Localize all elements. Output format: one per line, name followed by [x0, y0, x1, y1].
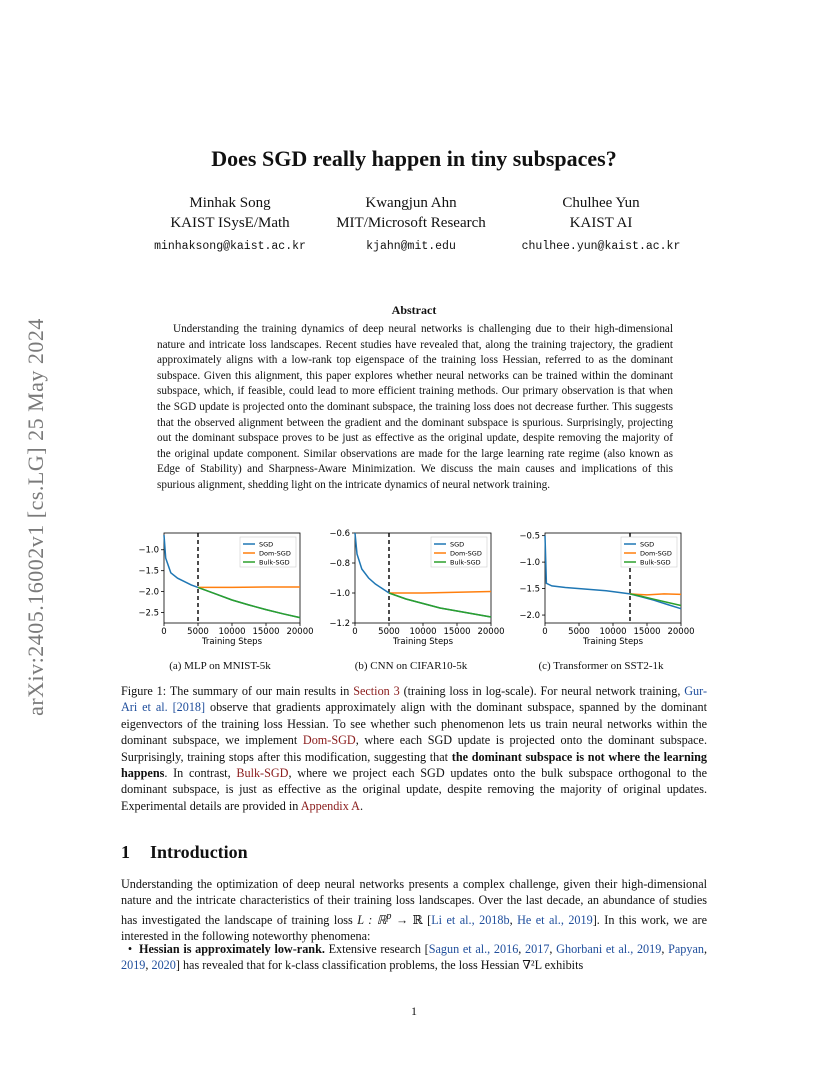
- author-block: [496, 193, 706, 257]
- author-name: Chulhee Yun: [562, 195, 640, 211]
- y-tick-label: −1.5: [138, 566, 159, 577]
- y-tick-label: −1.2: [329, 619, 350, 629]
- legend-label: Dom-SGD: [450, 549, 482, 558]
- author-block: [125, 193, 335, 257]
- y-tick-label: −0.5: [519, 531, 540, 542]
- legend-label: Dom-SGD: [259, 549, 291, 558]
- paper-title: Does SGD really happen in tiny subspaces?: [211, 146, 617, 171]
- subfigure-caption: (a) MLP on MNIST-5k: [169, 660, 271, 672]
- x-tick-label: 20000: [477, 627, 505, 637]
- author-affiliation: KAIST AI: [569, 215, 633, 231]
- citation-link[interactable]: 2020: [151, 958, 176, 973]
- x-tick-label: 15000: [443, 627, 471, 637]
- author-name: Minhak Song: [189, 195, 271, 211]
- author-email[interactable]: minhaksong@kaist.ac.kr: [154, 240, 306, 253]
- citation-link[interactable]: He et al., 2019: [517, 912, 593, 927]
- y-tick-label: −0.6: [329, 529, 350, 539]
- subfigure-caption: (b) CNN on CIFAR10-5k: [354, 660, 468, 672]
- legend-label: SGD: [259, 540, 274, 549]
- x-tick-label: 5000: [568, 627, 590, 637]
- x-tick-label: 0: [352, 627, 358, 637]
- x-tick-label: 0: [542, 627, 548, 637]
- section-number: 1: [121, 842, 130, 862]
- math-expression: L : ℝ$^p$: [357, 910, 392, 927]
- appendix-link[interactable]: Appendix A: [300, 798, 360, 813]
- bullet-heading: Hessian is approximately low-rank.: [139, 942, 325, 956]
- x-tick-label: 0: [161, 627, 167, 637]
- figure-panel-c: [501, 527, 701, 672]
- citation-link[interactable]: Papyan: [668, 942, 704, 956]
- series-line-dom-sgd: [389, 592, 491, 594]
- y-tick-label: −2.0: [138, 587, 159, 598]
- y-tick-label: −1.0: [519, 558, 540, 569]
- citation-link[interactable]: Gur-Ari et al.: [121, 684, 708, 715]
- legend-label: Bulk-SGD: [259, 558, 290, 567]
- citation-link[interactable]: Ghorbani et al., 2019: [556, 942, 662, 956]
- legend-label: SGD: [450, 540, 465, 549]
- section-heading: [121, 842, 248, 863]
- bullet-item: • Hessian is approximately low-rank. Extensive research [Sagun et al., 2016, 2017, Ghorbani et al., 2019, Papyan, 2019, 2020] has revealed that for k-class classification problems, the loss Hessian ∇²L exhibits: [121, 942, 708, 973]
- legend-label: Bulk-SGD: [450, 558, 481, 567]
- citation-link[interactable]: [2018]: [172, 700, 206, 715]
- section-link[interactable]: Section 3: [353, 684, 400, 698]
- intro-paragraph: Understanding the optimization of deep neural networks presents a complex challenge, given their high-dimensional nature and the intricate characteristics of their training loss landscapes. Over the last decade, an abundance of studies has investigated the landscape of training loss L : ℝ$^p$ → ℝ [Li et al., 2018b, He et al., 2019]. In this work, we are interested in the following noteworthy phenomena:: [121, 877, 707, 944]
- section-title: Introduction: [150, 842, 248, 862]
- chart-cnn-cifar: [311, 527, 511, 647]
- citation-link[interactable]: 2019: [121, 958, 146, 973]
- legend-label: SGD: [640, 540, 655, 549]
- author-email[interactable]: kjahn@mit.edu: [366, 240, 456, 253]
- x-axis-label: Training Steps: [582, 637, 644, 647]
- x-axis-label: Training Steps: [392, 637, 454, 647]
- bullet-marker: •: [127, 942, 133, 956]
- x-tick-label: 10000: [599, 627, 627, 637]
- legend-label: Bulk-SGD: [640, 558, 671, 567]
- x-tick-label: 20000: [286, 627, 314, 637]
- series-line-bulk-sgd: [198, 587, 300, 617]
- y-tick-label: −1.0: [138, 545, 159, 556]
- page-number: 1: [411, 1004, 417, 1018]
- x-tick-label: 10000: [218, 627, 246, 637]
- author-affiliation: KAIST ISysE/Math: [170, 215, 290, 231]
- y-tick-label: −2.5: [138, 608, 159, 619]
- x-tick-label: 15000: [633, 627, 661, 637]
- x-tick-label: 20000: [667, 627, 695, 637]
- abstract-heading: Abstract: [391, 303, 437, 317]
- x-tick-label: 10000: [409, 627, 437, 637]
- citation-link[interactable]: Sagun et al., 2016: [428, 942, 519, 956]
- figure-panel-a: [120, 527, 320, 672]
- citation-link[interactable]: 2017: [525, 942, 550, 956]
- citation-link[interactable]: Li et al., 2018b: [431, 912, 510, 927]
- author-affiliation: MIT/Microsoft Research: [336, 215, 486, 231]
- x-tick-label: 5000: [378, 627, 400, 637]
- y-tick-label: −2.0: [519, 611, 540, 622]
- x-tick-label: 5000: [187, 627, 209, 637]
- chart-mlp-mnist: [120, 527, 320, 647]
- y-tick-label: −0.8: [329, 559, 350, 569]
- figure-label: Figure 1:: [121, 684, 167, 698]
- author-name: Kwangjun Ahn: [365, 195, 457, 211]
- dom-sgd-link[interactable]: Dom-SGD: [302, 733, 356, 748]
- x-tick-label: 15000: [252, 627, 280, 637]
- chart-transformer-sst2: [501, 527, 701, 647]
- series-line-bulk-sgd: [389, 593, 491, 617]
- subfigure-caption: (c) Transformer on SST2-1k: [538, 660, 664, 672]
- key-finding: the dominant subspace is not where the learning happens: [121, 749, 707, 781]
- arxiv-stamp: arXiv:2405.16002v1 [cs.LG] 25 May 2024: [23, 318, 48, 716]
- figure-caption: Figure 1: The summary of our main results in Section 3 (training loss in log-scale). For neural network training, Gur-Ari et al. [2018] observe that gradients approximately align with the dominant subspace, spanned by the dominant eigenvectors of the training loss Hessian. To see whether such phenomenon lets us train neural networks within the dominant subspace, we implement Dom-SGD, where each SGD update is projected onto the dominant subspace. Surprisingly, training stops after this modification, suggesting that the dominant subspace is not where the learning happens. In contrast, Bulk-SGD, where we project each SGD updates onto the bulk subspace orthogonal to the dominant subspace, is just as effective as the original update, despite removing the majority of original updates. Experimental details are provided in Appendix A.: [121, 684, 708, 813]
- y-tick-label: −1.0: [329, 589, 350, 599]
- figure-panel-b: [311, 527, 511, 672]
- y-tick-label: −1.5: [519, 584, 540, 595]
- author-email[interactable]: chulhee.yun@kaist.ac.kr: [521, 240, 681, 253]
- legend-label: Dom-SGD: [640, 549, 672, 558]
- bulk-sgd-link[interactable]: Bulk-SGD: [236, 766, 289, 781]
- series-line-bulk-sgd: [630, 594, 681, 606]
- x-axis-label: Training Steps: [201, 637, 263, 647]
- abstract-text: Understanding the training dynamics of deep neural networks is challenging due to their high-dimensional nature and intricate loss landscapes. Recent studies have revealed that, along the training trajectory, the gradient approximately aligns with a low-rank top eigenspace of the training loss Hessian, referred to as the dominant subspace. Given this alignment, this paper explores whether neural networks can be trained within the dominant subspace, which, if feasible, could lead to more efficient training methods. Our primary observation is that when the SGD update is projected onto the dominant subspace, the training loss does not decrease further. This suggests that the observed alignment between the gradient and the dominant subspace is spurious. Surprisingly, projecting out the dominant subspace proves to be just as effective as the original update, despite removing the majority of the original update component. Similar observations are made for the large learning rate regime (also known as Edge of Stability) and Sharpness-Aware Minimization. We discuss the main causes and implications of this spurious alignment, shedding light on the intricate dynamics of neural network training.: [157, 323, 673, 491]
- author-block: [306, 193, 516, 257]
